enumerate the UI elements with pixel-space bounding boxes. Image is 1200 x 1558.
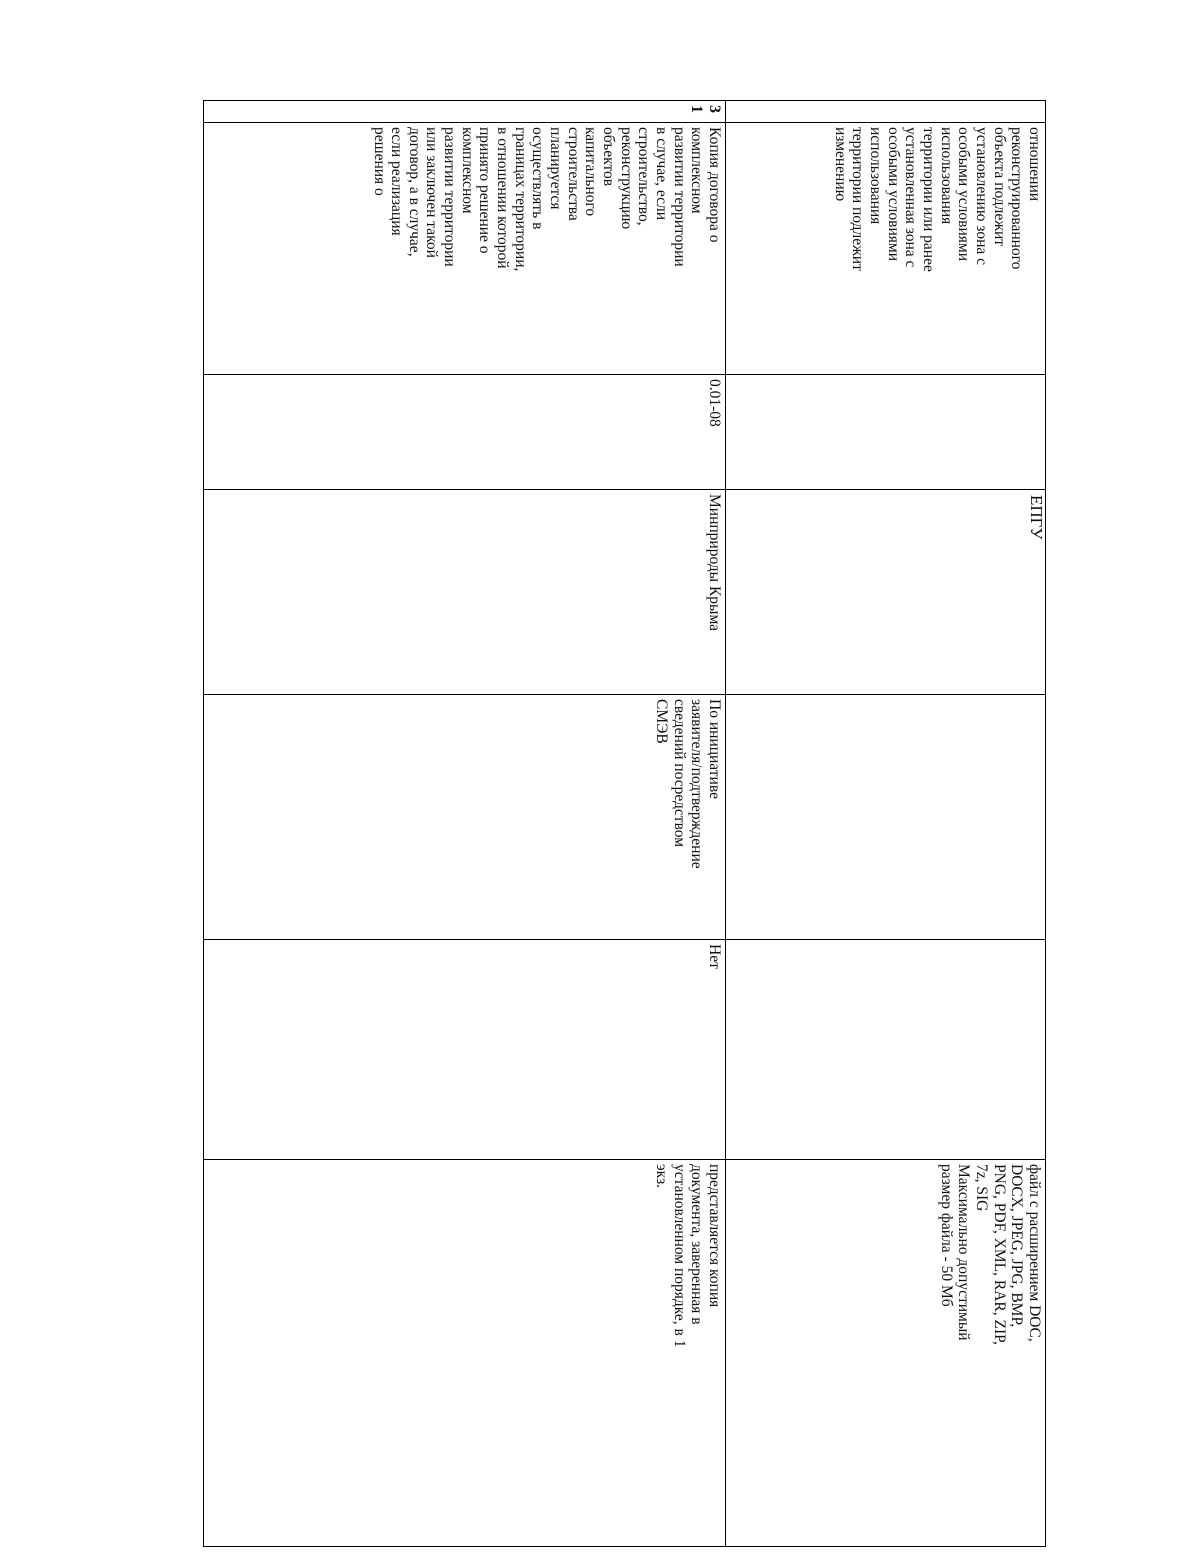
table-row-31 bbox=[204, 101, 726, 1547]
rotated-page bbox=[206, 100, 1046, 1546]
required-cell: Нет bbox=[204, 940, 726, 1160]
required-cell bbox=[726, 940, 1046, 1160]
requirements-cell bbox=[726, 1160, 1046, 1547]
document-name: Копия договора о комплексном развитии территории в случае, если строительство, реконструкцию объектов капитального строительства планируется осуществлять в границах территории, в отношении которой принято решение о комплексном развитии территории или заключен такой договор, а в случае, если реализация решения о bbox=[370, 127, 723, 272]
table-row-top bbox=[726, 101, 1046, 1547]
document-name-cell bbox=[726, 123, 1046, 375]
row-number bbox=[726, 101, 1046, 123]
documents-table bbox=[203, 100, 1046, 1547]
document-name: отношении реконструированного объекта подлежит установлению зона с особыми условиями использования территории или ранее установленная зона с особыми условиями использования территории подлежит изменению bbox=[831, 127, 1043, 272]
submission-method: По инициативе заявителя/подтверждение сведений посредством СМЭВ bbox=[653, 699, 723, 869]
submission-cell bbox=[726, 695, 1046, 940]
epgu-label: ЕПГУ bbox=[1027, 495, 1046, 540]
submission-cell bbox=[204, 695, 726, 940]
document-code bbox=[726, 375, 1046, 490]
file-requirements: файл с расширением DOC, DOCX, JPEG, JPG, BMP, PNG, PDF, XML, RAR, ZIP, 7z, SIG Максимально допустимый размер файла - 50 Мб bbox=[937, 1164, 1043, 1345]
source-cell bbox=[726, 490, 1046, 695]
row-number: 31 bbox=[204, 101, 726, 123]
requirements-cell bbox=[204, 1160, 726, 1547]
source-name: Минприроды Крыма bbox=[706, 494, 723, 632]
document-code: 0.01-08 bbox=[204, 375, 726, 490]
source-cell bbox=[204, 490, 726, 695]
copy-requirements: представляется копия документа, заверенная в установленном порядке, в 1 экз. bbox=[653, 1164, 723, 1348]
document-name-cell bbox=[204, 123, 726, 375]
